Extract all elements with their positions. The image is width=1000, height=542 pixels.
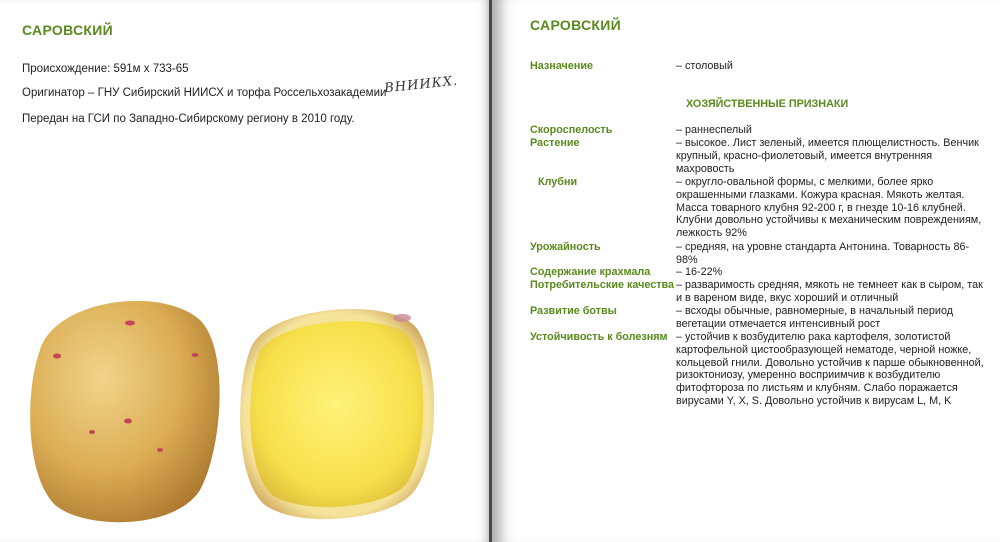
trait-label: Растение (530, 137, 580, 149)
left-page (0, 0, 490, 542)
trait-value: – 16-22% (676, 266, 723, 278)
cut-potato (240, 309, 434, 519)
trait-value: – средняя, на уровне стандарта Антонина. Товарность 86-98% (676, 241, 970, 266)
trait-label: Клубни (538, 176, 578, 188)
purpose-label: Назначение (530, 60, 593, 72)
trait-label: Скороспелость (530, 124, 613, 136)
trait-label: Потребительские качества (530, 279, 675, 291)
left-variety-title: САРОВСКИЙ (22, 22, 113, 38)
origin-text: Происхождение: 591м х 733-65 (22, 63, 189, 75)
trait-label: Устойчивость к болезням (530, 331, 668, 343)
trait-value: – всходы обычные, равномерные, в начальный период вегетации отмечается интенсивный рост (676, 305, 954, 330)
right-variety-title: САРОВСКИЙ (530, 17, 621, 33)
trait-value: – разваримость средняя, мякоть не темнеет как в сыром, так и в вареном виде, вкус хороший и отличный (676, 279, 983, 304)
trait-value: – высокое. Лист зеленый, имеется плющелистность. Венчик крупный, красно-фиолетовый, имеется внутренняя махровость (676, 137, 979, 175)
handwritten-note: , ВНИИКХ. (373, 73, 459, 98)
originator-text: Оригинатор – ГНУ Сибирский НИИСХ и торфа Россельхозакадемии (22, 87, 387, 99)
trait-label: Содержание крахмала (530, 266, 651, 278)
section-heading: ХОЗЯЙСТВЕННЫЕ ПРИЗНАКИ (686, 98, 849, 110)
trait-value: – раннеспелый (676, 124, 752, 136)
purpose-value: – столовый (676, 60, 733, 72)
potato-photo (0, 0, 490, 542)
trait-value: – округло-овальной формы, с мелкими, более ярко окрашенными глазками. Кожура красная. Мякоть желтая. Масса товарного клубня 92-200 г, в гнезде 10-16 клубней. Клубни довольно устойчивы к механическим повреждениям, лежкость 92% (676, 176, 982, 240)
right-page (492, 0, 1000, 542)
registry-text: Передан на ГСИ по Западно-Сибирскому региону в 2010 году. (22, 113, 355, 125)
trait-value: – устойчив к возбудителю рака картофеля, золотистой картофельной цистообразующей нематоде, черной ножке, кольцевой гнили. Довольно устойчив к парше обыкновенной, ризоктониозу, умеренно восприимчив к возбудителю фитофтороза по листьям и клубням. Слабо поражается вирусами Y, X, S. Довольно устойчив к вирусам L, M, K (676, 331, 984, 407)
whole-potato (30, 301, 219, 522)
trait-label: Развитие ботвы (530, 305, 617, 317)
trait-label: Урожайность (530, 241, 601, 253)
